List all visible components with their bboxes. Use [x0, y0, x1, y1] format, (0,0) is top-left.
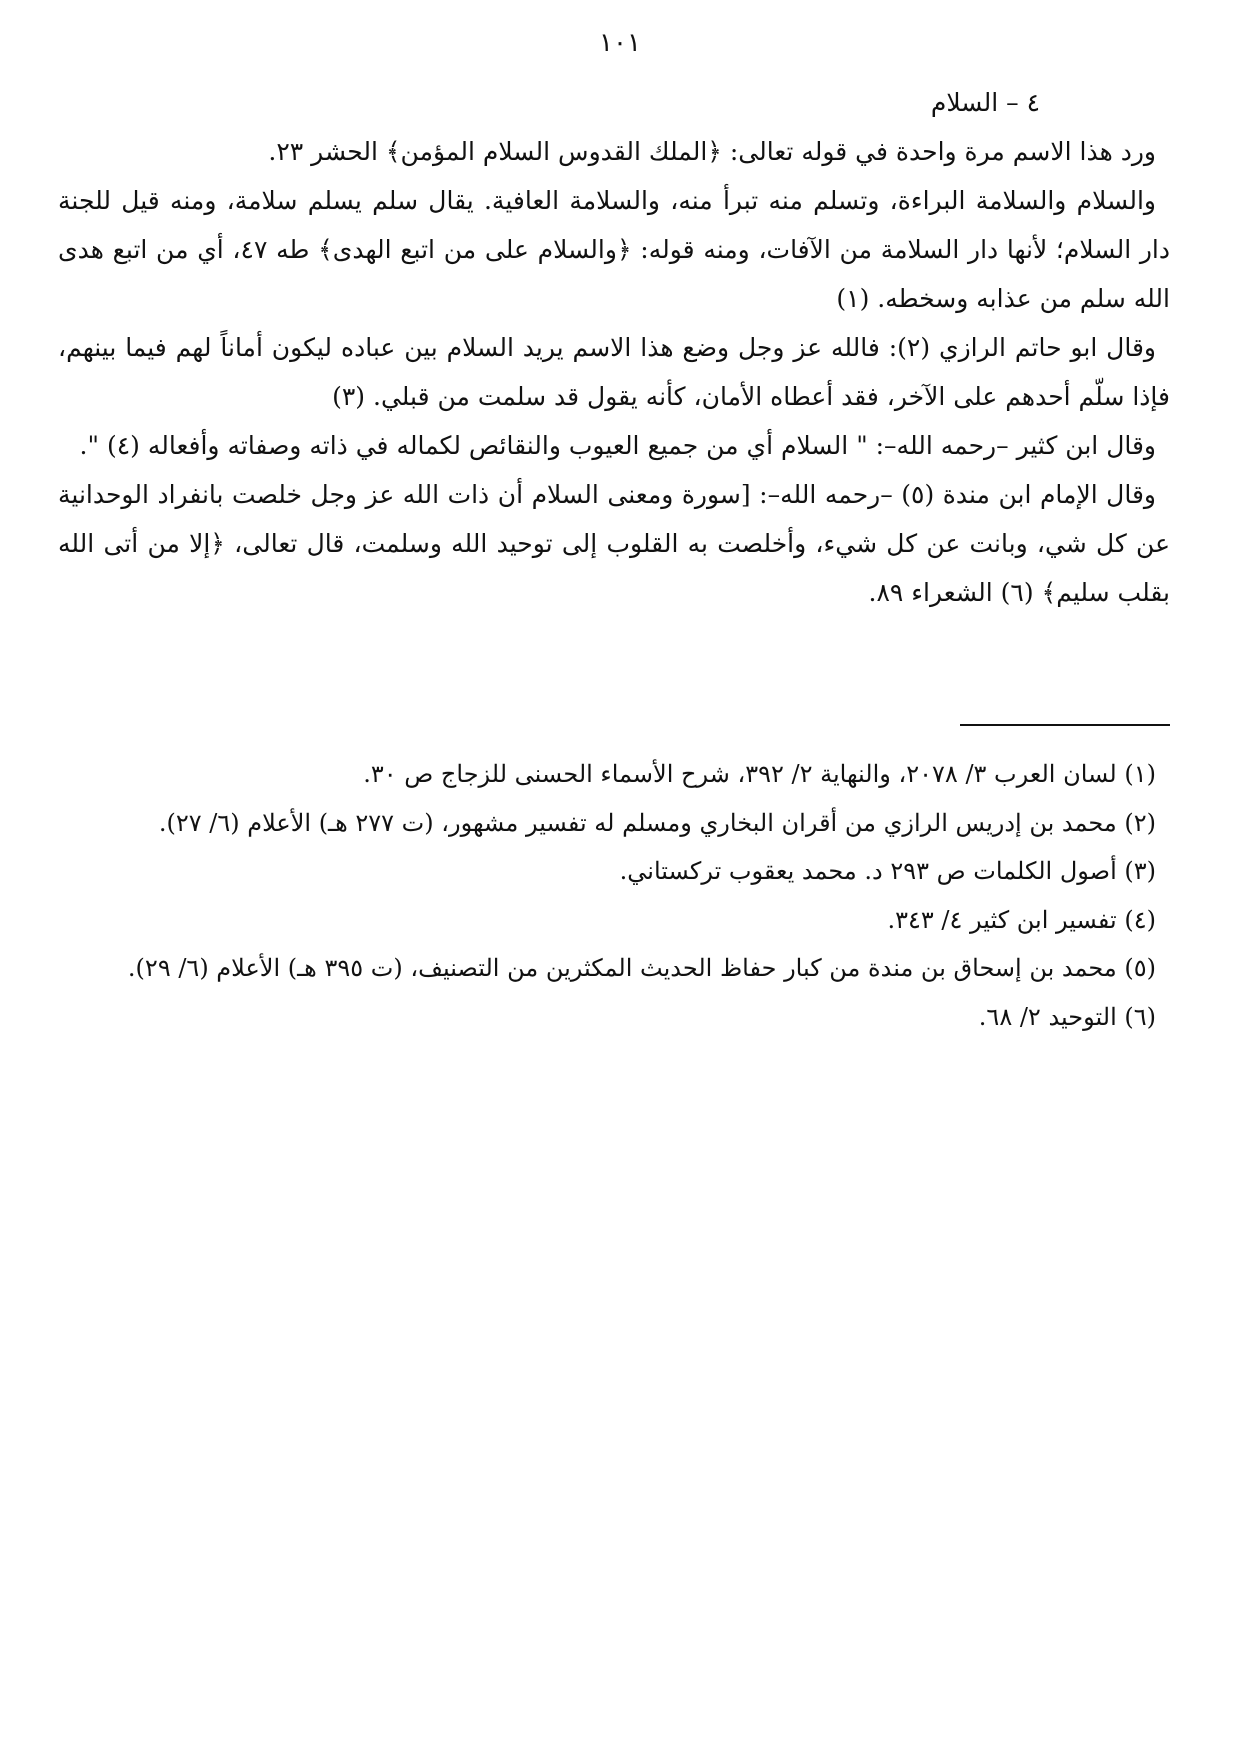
footnotes — [58, 750, 1170, 1041]
paragraph-3: وقال ابو حاتم الرازي (٢): فالله عز وجل وضع هذا الاسم يريد السلام بين عباده ليكون أماناً لهم فيما بينهم، فإذا سلّم أحدهم على الآخر، فقد أعطاه الأمان، كأنه يقول قد سلمت من قبلي. (٣) — [58, 333, 1170, 411]
main-text — [58, 78, 1170, 617]
footnote-2: (٢) محمد بن إدريس الرازي من أقران البخاري ومسلم له تفسير مشهور، (ت ٢٧٧ هـ) الأعلام (٦/ ٢٧). — [158, 808, 1156, 837]
footnote-4: (٤) تفسير ابن كثير ٤/ ٣٤٣. — [887, 905, 1156, 934]
paragraph-2: والسلام والسلامة البراءة، وتسلم منه تبرأ منه، والسلامة العافية. يقال سلم يسلم سلامة، ومنه قيل للجنة دار السلام؛ لأنها دار السلامة من الآفات، ومنه قوله: ﴿والسلام على من اتبع الهدى﴾ طه ٤٧، أي من اتبع هدى الله سلم من عذابه وسخطه. (١) — [58, 186, 1171, 313]
footnote-6: (٦) التوحيد ٢/ ٦٨. — [978, 1002, 1156, 1031]
page-number: ١٠١ — [599, 28, 641, 58]
paragraph-5: وقال الإمام ابن مندة (٥) –رحمه الله–: [سورة ومعنى السلام أن ذات الله عز وجل خلصت بانفراد الوحدانية عن كل شي، وبانت عن كل شيء، وأخلصت به القلوب إلى توحيد الله وسلمت، قال تعالى، ﴿إلا من أتى الله بقلب سليم﴾ (٦) الشعراء ٨٩. — [58, 480, 1170, 607]
section-title: ٤ – السلام — [930, 88, 1040, 117]
footnote-5: (٥) محمد بن إسحاق بن مندة من كبار حفاظ الحديث المكثرين من التصنيف، (ت ٣٩٥ هـ) الأعلام (٦/ ٢٩). — [127, 954, 1156, 982]
footnote-1: (١) لسان العرب ٣/ ٢٠٧٨، والنهاية ٢/ ٣٩٢، شرح الأسماء الحسنى للزجاج ص ٣٠. — [363, 760, 1156, 788]
footnote-separator — [960, 724, 1170, 726]
footnote-3: (٣) أصول الكلمات ص ٢٩٣ د. محمد يعقوب تركستاني. — [619, 857, 1156, 885]
paragraph-4: وقال ابن كثير –رحمه الله–: " السلام أي من جميع العيوب والنقائص لكماله في ذاته وصفاته وأفعاله (٤) ". — [79, 431, 1156, 460]
paragraph-1: ورد هذا الاسم مرة واحدة في قوله تعالى: ﴿الملك القدوس السلام المؤمن﴾ الحشر ٢٣. — [268, 137, 1156, 166]
